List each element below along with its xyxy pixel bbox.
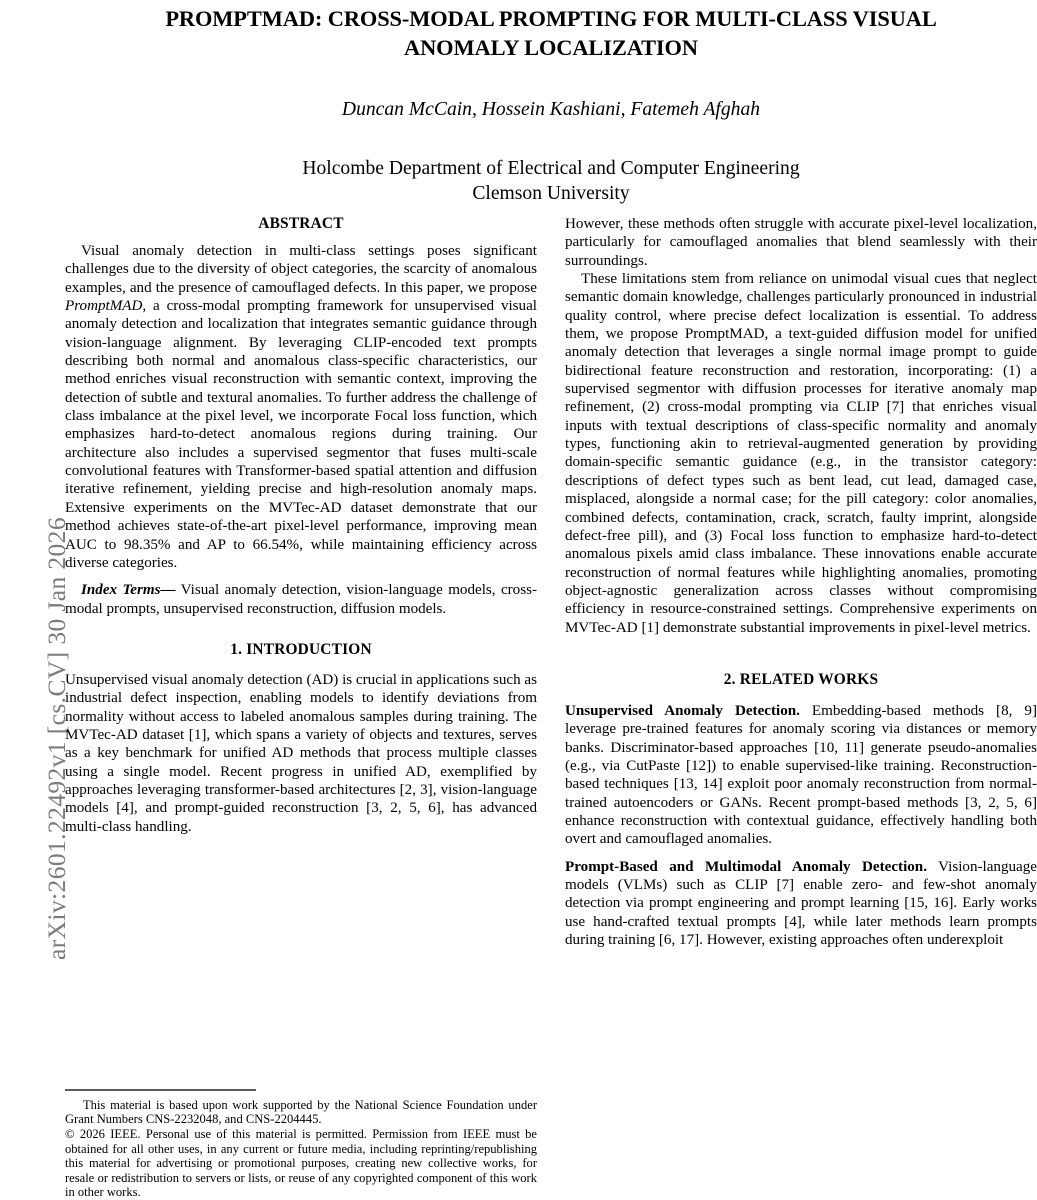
affiliation-block [99, 156, 1004, 206]
index-terms-paragraph [65, 581, 537, 618]
index-terms-label: Index Terms— [81, 582, 176, 599]
abstract-paragraph [65, 242, 537, 572]
affiliation-department: Holcombe Department of Electrical and Computer Engineering [302, 158, 800, 179]
abstract-text-part1: Visual anomaly detection in multi-class settings poses significant challenges due to the diversity of object categories, the scarcity of anomalous examples, and the presence of camouflaged defects. In this paper, we propose [65, 243, 537, 296]
paper-page [65, 0, 1037, 1200]
prompt-based-text: Vision-language models (VLMs) such as CLIP [7] enable zero- and few-shot anomaly detection via prompt engineering and prompt learning [15, 16]. Early works use hand-crafted textual prompts [4], while later methods learn prompts during training [6, 17]. However, existing approaches often underexploit [565, 858, 1037, 949]
right-column [565, 215, 1037, 1200]
arxiv-stamp-text: arXiv:2601.22492v1 [cs.CV] 30 Jan 2026 [42, 517, 71, 960]
index-terms-text: Visual anomaly detection, vision-language models, cross-modal prompts, unsupervised reconstruction, diffusion models. [65, 582, 537, 617]
unsupervised-ad-label: Unsupervised Anomaly Detection. [565, 702, 800, 719]
abstract-method-name: PromptMAD [65, 298, 143, 315]
introduction-paragraph: Unsupervised visual anomaly detection (AD) is crucial in applications such as industrial defect inspection, enabling models to identify deviations from normality without access to labeled anomalous samples during training. The MVTec-AD dataset [1], which spans a variety of objects and textures, serves as a key benchmark for unified AD methods that process multiple classes using a single model. Recent progress in unified AD, exemplified by approaches leveraging transformer-based architectures [2, 3], vision-language models [4], and prompt-guided reconstruction [3, 2, 5, 6], has advanced multi-class handling. [65, 671, 537, 835]
abstract-heading: ABSTRACT [258, 215, 344, 232]
arxiv-stamp [0, 0, 71, 1200]
page-title: PROMPTMAD: CROSS-MODAL PROMPTING FOR MULTI-CLASS VISUAL ANOMALY LOCALIZATION [165, 6, 937, 60]
prompt-based-label: Prompt-Based and Multimodal Anomaly Detection. [565, 858, 927, 875]
however-paragraph: However, these methods often struggle with accurate pixel-level localization, particularly for camouflaged anomalies that blend seamlessly with their surroundings. [565, 216, 1037, 269]
footnote-copyright: © 2026 IEEE. Personal use of this material is permitted. Permission from IEEE must be obtained for all other uses, in any current or future media, including reprinting/republishing this material for advertising or promotional purposes, creating new collective works, for resale or redistribution to servers or lists, or reuse of any copyrighted component of this work in other works. [65, 1127, 537, 1200]
prompt-based-multimodal-paragraph [565, 858, 1037, 950]
left-column [65, 215, 537, 1200]
footnote-block [65, 1089, 537, 1200]
affiliation-university: Clemson University [472, 183, 630, 204]
footnote-separator [65, 1089, 256, 1091]
two-column-body [65, 215, 1037, 1200]
title-block [99, 0, 1004, 206]
limitations-paragraph: These limitations stem from reliance on unimodal visual cues that neglect semantic domain knowledge, challenges particularly pronounced in industrial quality control, where precise defect localization is essential. To address them, we propose PromptMAD, a text-guided diffusion model for unified anomaly detection that leverages a single normal image prompt to guide bidirectional feature reconstruction and restoration, incorporating: (1) a supervised segmentor with diffusion processes for iterative anomaly map refinement, (2) cross-modal prompting via CLIP [7] that enriches visual inputs with textual descriptions of class-specific normality and anomaly types, functioning akin to retrieval-augmented generation by providing domain-specific semantic guidance (e.g., in the transistor category: descriptions of defect types such as bent lead, cut lead, damaged case, misplaced, alongside a normal case; for the pill category: color anomalies, combined defects, contamination, crack, scratch, faulty imprint, alongside defect-free pill), and (3) Focal loss function to emphasize hard-to-detect anomalous pixels amid class imbalance. These innovations enable accurate reconstruction of normal features while highlighting anomalies, promoting object-agnostic generalization across classes without compromising efficiency in resource-constrained settings. Comprehensive experiments on MVTec-AD [1] demonstrate substantial improvements in pixel-level metrics. [565, 271, 1037, 636]
footnote-funding: This material is based upon work supported by the National Science Foundation under Grant Numbers CNS-2232048, and CNS-2204445. [65, 1097, 537, 1127]
related-works-heading: 2. RELATED WORKS [723, 670, 879, 688]
abstract-text-part2: , a cross-modal prompting framework for unsupervised visual anomaly detection and localization that integrates semantic guidance through vision-language alignment. By leveraging CLIP-encoded text prompts describing both normal and anomalous class-specific characteristics, our method enriches visual reconstruction with semantic context, improving the detection of subtle and textural anomalies. To further address the challenge of class imbalance at the pixel level, we incorporate Focal loss function, which emphasizes hard-to-detect anomalous regions during training. Our architecture also includes a supervised segmentor that fuses multi-scale convolutional features with Transformer-based spatial attention and diffusion iterative refinement, yielding precise and high-resolution anomaly maps. Extensive experiments on the MVTec-AD dataset demonstrate that our method achieves state-of-the-art pixel-level performance, improving mean AUC to 98.35% and AP to 66.54%, while maintaining efficiency across diverse categories. [65, 298, 537, 571]
author-list: Duncan McCain, Hossein Kashiani, Fatemeh Afghah [341, 99, 761, 120]
unsupervised-anomaly-detection-paragraph [565, 702, 1037, 849]
introduction-heading: 1. INTRODUCTION [230, 640, 372, 658]
unsupervised-ad-text: Embedding-based methods [8, 9] leverage pre-trained features for anomaly scoring via distances or memory banks. Discriminator-based approaches [10, 11] generate pseudo-anomalies (e.g., via CutPaste [12]) to enable supervised-like training. Reconstruction-based techniques [13, 14] exploit poor anomaly reconstruction from normal-trained autoencoders or GANs. Recent prompt-based methods [3, 2, 5, 6] enhance reconstruction with contextual guidance, effectively handling both overt and camouflaged anomalies. [565, 702, 1037, 848]
